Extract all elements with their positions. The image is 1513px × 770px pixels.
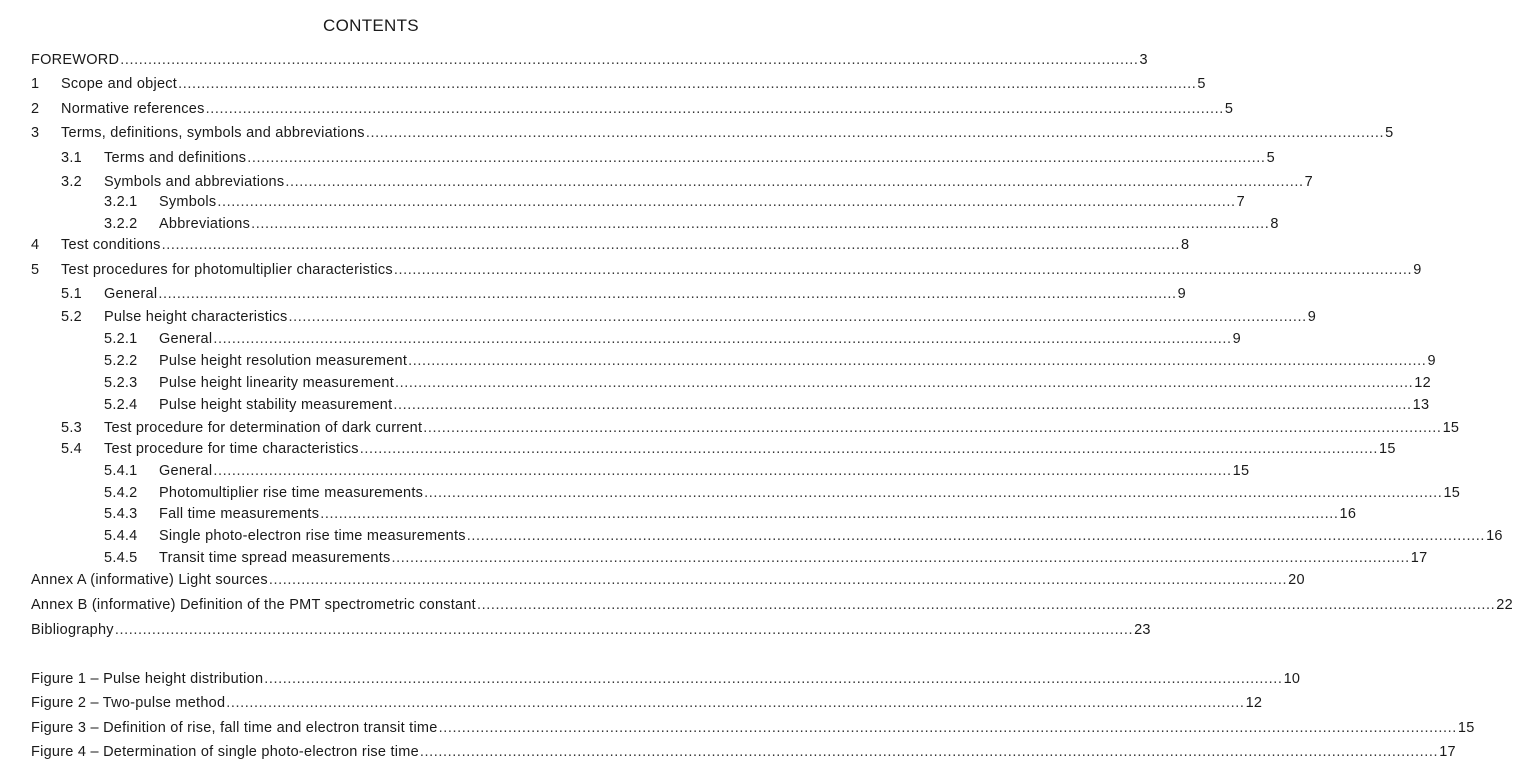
- dot-leader: ............................................................................................................................................................................................................................: [114, 622, 1134, 638]
- toc-entry[interactable]: [61, 174, 1313, 194]
- toc-entry-label: Bibliography: [31, 622, 114, 638]
- dot-leader: ............................................................................................................................................................................................................................: [285, 174, 1304, 190]
- toc-entry-page-number: 5: [1385, 125, 1394, 141]
- toc-entry-number: 5.4.3: [104, 506, 138, 522]
- toc-entry-number: 5: [31, 262, 40, 278]
- toc-entry-label: Test procedure for determination of dark current: [104, 420, 423, 436]
- toc-entry-label: Fall time measurements: [159, 506, 320, 522]
- toc-entry-page-number: 7: [1236, 194, 1245, 210]
- toc-entry-label: Test conditions: [61, 237, 161, 253]
- dot-leader: ............................................................................................................................................................................................................................: [391, 550, 1410, 566]
- toc-entry-page-number: 8: [1270, 216, 1279, 232]
- toc-entry[interactable]: [31, 125, 1394, 145]
- toc-entry-label: Pulse height resolution measurement: [159, 353, 408, 369]
- toc-entry-page-number: 9: [1413, 262, 1422, 278]
- toc-entry-number: 5.4.5: [104, 550, 138, 566]
- toc-entry-page-number: 15: [1457, 720, 1475, 736]
- toc-entry-page-number: 5: [1224, 101, 1234, 117]
- page-title: CONTENTS: [323, 16, 419, 35]
- toc-entry-label: Symbols and abbreviations: [104, 174, 285, 190]
- toc-entry-page-number: 7: [1304, 174, 1313, 190]
- toc-entry-number: 3.2.1: [104, 194, 138, 210]
- toc-entry[interactable]: [31, 262, 1422, 282]
- toc-entry-page-number: 9: [1232, 331, 1241, 347]
- toc-entry-number: 2: [31, 101, 40, 117]
- dot-leader: ............................................................................................................................................................................................................................: [161, 237, 1180, 253]
- toc-entry-page-number: 20: [1288, 572, 1305, 588]
- dot-leader: ............................................................................................................................................................................................................................: [226, 695, 1245, 711]
- toc-entry[interactable]: [104, 485, 1461, 505]
- toc-entry[interactable]: [31, 720, 1475, 740]
- dot-leader: ............................................................................................................................................................................................................................: [393, 397, 1412, 413]
- toc-entry-page-number: 23: [1134, 622, 1151, 638]
- toc-entry-page-number: 5: [1266, 150, 1275, 166]
- toc-entry-label: Scope and object: [61, 76, 178, 92]
- toc-entry[interactable]: [104, 194, 1245, 214]
- toc-entry[interactable]: [104, 375, 1431, 395]
- dot-leader: ............................................................................................................................................................................................................................: [423, 420, 1442, 436]
- toc-entry-label: Abbreviations: [159, 216, 251, 232]
- toc-entry[interactable]: [31, 695, 1263, 715]
- toc-entry[interactable]: [31, 52, 1148, 72]
- dot-leader: ............................................................................................................................................................................................................................: [217, 194, 1236, 210]
- toc-entry-page-number: 15: [1442, 420, 1460, 436]
- toc-entry[interactable]: [31, 237, 1190, 257]
- toc-entry[interactable]: [61, 286, 1186, 306]
- dot-leader: ............................................................................................................................................................................................................................: [178, 76, 1197, 92]
- dot-leader: ............................................................................................................................................................................................................................: [359, 441, 1379, 457]
- toc-entry-label: Pulse height characteristics: [104, 309, 288, 325]
- toc-entry[interactable]: [61, 441, 1396, 461]
- dot-leader: ............................................................................................................................................................................................................................: [213, 331, 1232, 347]
- toc-entry[interactable]: [104, 506, 1357, 526]
- toc-entry-label: Figure 1 – Pulse height distribution: [31, 671, 264, 687]
- dot-leader: ............................................................................................................................................................................................................................: [438, 720, 1457, 736]
- toc-entry-number: 5.2.4: [104, 397, 138, 413]
- toc-entry-number: 3.2: [61, 174, 82, 190]
- toc-entry-page-number: 15: [1379, 441, 1396, 457]
- toc-entry[interactable]: [31, 597, 1513, 617]
- toc-entry-page-number: 17: [1439, 744, 1456, 760]
- dot-leader: ............................................................................................................................................................................................................................: [424, 485, 1443, 501]
- dot-leader: ............................................................................................................................................................................................................................: [393, 262, 1413, 278]
- toc-entry[interactable]: [61, 150, 1275, 170]
- dot-leader: ............................................................................................................................................................................................................................: [251, 216, 1270, 232]
- dot-leader: ............................................................................................................................................................................................................................: [476, 597, 1496, 613]
- toc-entry-number: 5.3: [61, 420, 82, 436]
- toc-entry-page-number: 15: [1443, 485, 1461, 501]
- toc-entry-page-number: 9: [1177, 286, 1186, 302]
- dot-leader: ............................................................................................................................................................................................................................: [466, 528, 1486, 544]
- toc-entry-label: Normative references: [61, 101, 205, 117]
- toc-entry-label: Test procedures for photomultiplier characteristics: [61, 262, 393, 278]
- dot-leader: ............................................................................................................................................................................................................................: [419, 744, 1439, 760]
- toc-entry-number: 4: [31, 237, 40, 253]
- toc-entry-page-number: 16: [1486, 528, 1503, 544]
- dot-leader: ............................................................................................................................................................................................................................: [158, 286, 1177, 302]
- toc-entry-label: Terms, definitions, symbols and abbreviations: [61, 125, 365, 141]
- toc-entry-label: Test procedure for time characteristics: [104, 441, 359, 457]
- toc-entry[interactable]: [104, 550, 1428, 570]
- dot-leader: ............................................................................................................................................................................................................................: [288, 309, 1307, 325]
- dot-leader: ............................................................................................................................................................................................................................: [247, 150, 1266, 166]
- toc-entry[interactable]: [31, 622, 1151, 642]
- toc-entry-number: 5.2.2: [104, 353, 138, 369]
- dot-leader: ............................................................................................................................................................................................................................: [213, 463, 1232, 479]
- dot-leader: ............................................................................................................................................................................................................................: [394, 375, 1414, 391]
- dot-leader: ............................................................................................................................................................................................................................: [120, 52, 1139, 68]
- toc-entry[interactable]: [31, 572, 1305, 592]
- toc-entry-number: 3: [31, 125, 40, 141]
- toc-entry-number: 5.4.2: [104, 485, 138, 501]
- toc-entry-number: 5.4.4: [104, 528, 138, 544]
- toc-entry-page-number: 13: [1412, 397, 1430, 413]
- dot-leader: ............................................................................................................................................................................................................................: [408, 353, 1427, 369]
- toc-entry-label: Photomultiplier rise time measurements: [159, 485, 424, 501]
- toc-entry[interactable]: [31, 76, 1206, 96]
- toc-entry-page-number: 9: [1427, 353, 1436, 369]
- toc-entry[interactable]: [104, 331, 1241, 351]
- toc-entry-number: 5.4: [61, 441, 82, 457]
- toc-entry[interactable]: [104, 397, 1430, 417]
- toc-entry-page-number: 9: [1307, 309, 1317, 325]
- toc-entry-number: 1: [31, 76, 40, 92]
- toc-entry-page-number: 16: [1339, 506, 1357, 522]
- toc-entry-label: Symbols: [159, 194, 217, 210]
- toc-entry-label: Pulse height linearity measurement: [159, 375, 394, 391]
- toc-entry-page-number: 12: [1414, 375, 1431, 391]
- dot-leader: ............................................................................................................................................................................................................................: [268, 572, 1288, 588]
- toc-entry-label: Terms and definitions: [104, 150, 247, 166]
- toc-entry[interactable]: [104, 463, 1250, 483]
- toc-entry[interactable]: [104, 353, 1436, 373]
- toc-entry-page-number: 3: [1139, 52, 1148, 68]
- toc-entry-label: Pulse height stability measurement: [159, 397, 393, 413]
- toc-entry-label: Annex A (informative) Light sources: [31, 572, 268, 588]
- toc-entry-label: Figure 2 – Two-pulse method: [31, 695, 226, 711]
- toc-entry[interactable]: [104, 528, 1503, 548]
- toc-entry[interactable]: [61, 420, 1460, 440]
- toc-entry-number: 5.1: [61, 286, 82, 302]
- toc-entry[interactable]: [31, 671, 1301, 691]
- toc-entry-page-number: 10: [1283, 671, 1301, 687]
- toc-entry-number: 3.1: [61, 150, 82, 166]
- toc-entry-number: 5.4.1: [104, 463, 138, 479]
- toc-entry-page-number: 15: [1232, 463, 1250, 479]
- toc-entry[interactable]: [104, 216, 1279, 236]
- toc-entry-label: Figure 3 – Definition of rise, fall time and electron transit time: [31, 720, 438, 736]
- toc-entry-label: Transit time spread measurements: [159, 550, 391, 566]
- dot-leader: ............................................................................................................................................................................................................................: [264, 671, 1283, 687]
- toc-entry-number: 5.2.3: [104, 375, 138, 391]
- dot-leader: ............................................................................................................................................................................................................................: [365, 125, 1385, 141]
- toc-entry[interactable]: [31, 744, 1456, 764]
- toc-entry-number: 5.2.1: [104, 331, 138, 347]
- toc-entry-label: General: [159, 463, 213, 479]
- dot-leader: ............................................................................................................................................................................................................................: [320, 506, 1339, 522]
- toc-entry[interactable]: [31, 101, 1234, 121]
- toc-entry-page-number: 22: [1496, 597, 1513, 613]
- toc-entry-label: Single photo-electron rise time measurements: [159, 528, 466, 544]
- toc-entry-page-number: 17: [1410, 550, 1428, 566]
- toc-entry-page-number: 5: [1197, 76, 1206, 92]
- toc-entry-label: Figure 4 – Determination of single photo-electron rise time: [31, 744, 419, 760]
- toc-entry[interactable]: [61, 309, 1317, 329]
- toc-entry-page-number: 8: [1180, 237, 1190, 253]
- toc-entry-number: 3.2.2: [104, 216, 138, 232]
- toc-entry-label: FOREWORD: [31, 52, 120, 68]
- dot-leader: ............................................................................................................................................................................................................................: [205, 101, 1224, 117]
- toc-entry-page-number: 12: [1245, 695, 1263, 711]
- toc-entry-number: 5.2: [61, 309, 82, 325]
- toc-entry-label: General: [159, 331, 213, 347]
- toc-entry-label: Annex B (informative) Definition of the PMT spectrometric constant: [31, 597, 476, 613]
- toc-entry-label: General: [104, 286, 158, 302]
